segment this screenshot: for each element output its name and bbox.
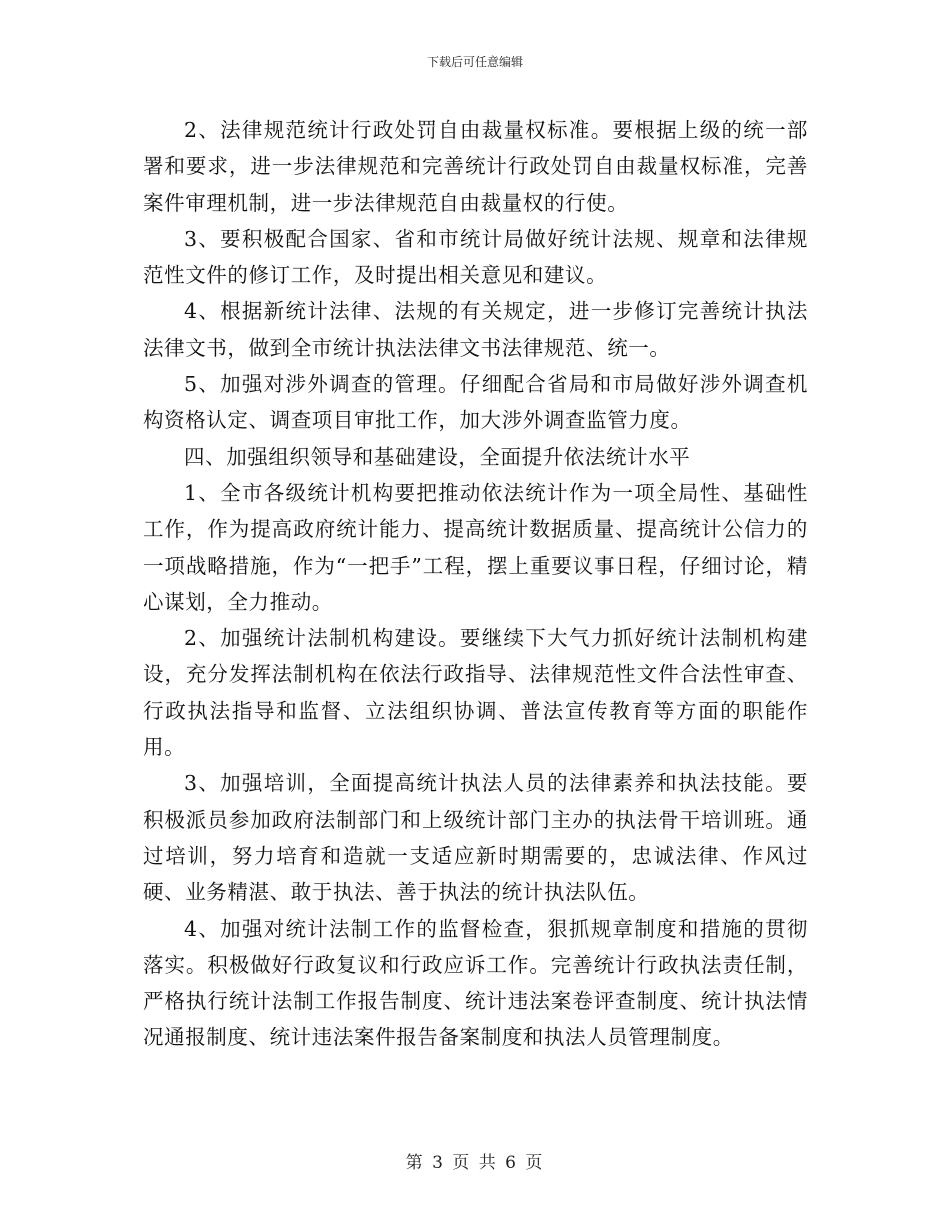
section-heading-4: 四、加强组织领导和基础建设，全面提升依法统计水平 (184, 444, 691, 469)
paragraph-item-5: 5、加强对涉外调查的管理。仔细配合省局和市局做好涉外调查机构资格认定、调查项目审批工作，加大涉外调查监管力度。 (143, 372, 808, 433)
paragraph-item-4: 4、根据新统计法律、法规的有关规定，进一步修订完善统计执法法律文书，做到全市统计执法法律文书法律规范、统一。 (143, 299, 808, 360)
document-body (143, 112, 808, 1056)
paragraph-item-3: 3、要积极配合国家、省和市统计局做好统计法规、规章和法律规范性文件的修订工作，及时提出相关意见和建议。 (143, 226, 808, 288)
paragraph-section4-item-1: 1、全市各级统计机构要把推动依法统计作为一项全局性、基础性工作，作为提高政府统计能力、提高统计数据质量、提高统计公信力的一项战略措施，作为“一把手”工程，摆上重要议事日程，仔细讨论，精心谋划，全力推动。 (143, 480, 808, 614)
page-header: 下载后可任意编辑 (426, 55, 523, 69)
paragraph-section4-item-4: 4、加强对统计法制工作的监督检查，狠抓规章制度和措施的贯彻落实。积极做好行政复议和行政应诉工作。完善统计行政执法责任制，严格执行统计法制工作报告制度、统计违法案卷评查制度、统计执法情况通报制度、统计违法案件报告备案制度和执法人员管理制度。 (143, 916, 808, 1050)
paragraph-section4-item-3: 3、加强培训，全面提高统计执法人员的法律素养和执法技能。要积极派员参加政府法制部门和上级统计部门主办的执法骨干培训班。通过培训，努力培育和造就一支适应新时期需要的，忠诚法律、作风过硬、业务精湛、敢于执法、善于执法的统计执法队伍。 (143, 771, 808, 905)
paragraph-section4-item-2: 2、加强统计法制机构建设。要继续下大气力抓好统计法制机构建设，充分发挥法制机构在依法行政指导、法律规范性文件合法性审查、行政执法指导和监督、立法组织协调、普法宣传教育等方面的职能作用。 (143, 626, 808, 760)
page-number: 第 3 页 共 6 页 (405, 1153, 545, 1173)
paragraph-item-2: 2、法律规范统计行政处罚自由裁量权标准。要根据上级的统一部署和要求，进一步法律规范和完善统计行政处罚自由裁量权标准，完善案件审理机制，进一步法律规范自由裁量权的行使。 (143, 118, 808, 215)
